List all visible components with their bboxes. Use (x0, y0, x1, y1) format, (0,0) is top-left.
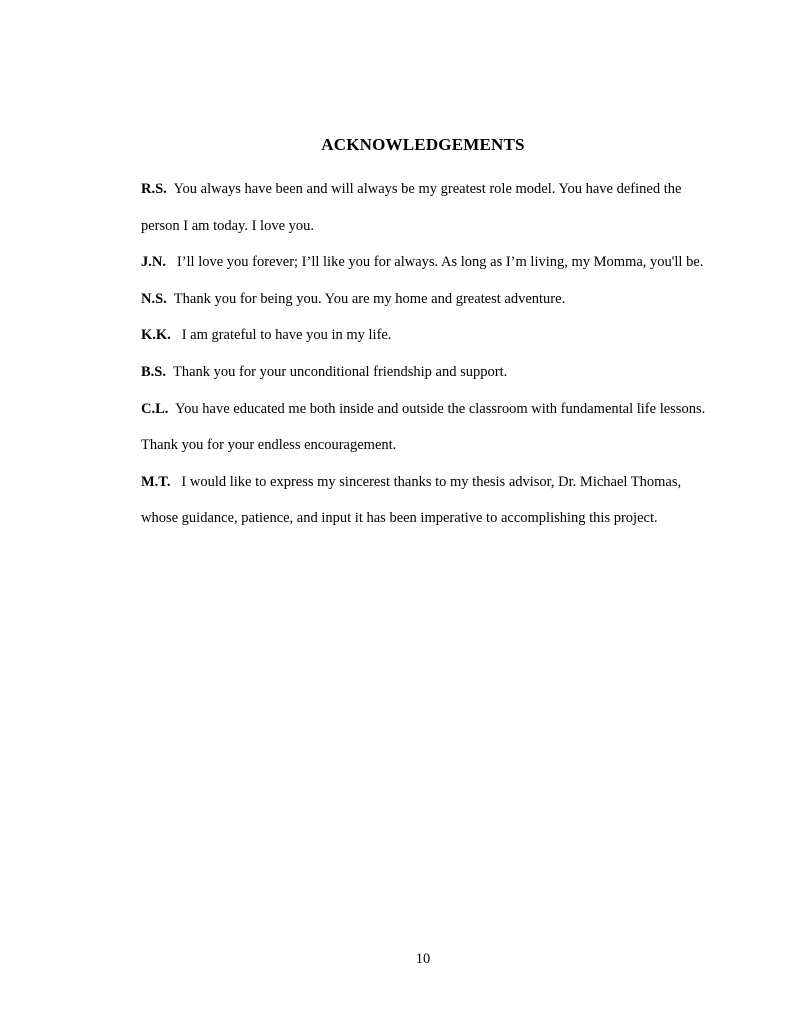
entry-initials: C.L. (141, 400, 169, 417)
entry-text: I am grateful to have you in my life. (181, 327, 392, 344)
acknowledgement-entry (141, 171, 721, 244)
page-title: ACKNOWLEDGEMENTS (321, 135, 525, 154)
page-number: 10 (415, 951, 431, 967)
entry-gap (166, 254, 177, 270)
entry-text: Thank you for your unconditional friendship and support. (173, 363, 508, 380)
entry-initials: B.S. (141, 363, 166, 380)
entry-gap (171, 327, 182, 343)
acknowledgement-entry (141, 317, 721, 354)
entry-text: I’ll love you forever; I’ll like you for always. As long as I’m living, my Momma, you'll be. (176, 254, 704, 271)
entry-gap (166, 364, 173, 380)
entry-text: Thank you for being you. You are my home and greatest adventure. (173, 290, 566, 307)
acknowledgement-entry (141, 464, 721, 537)
entry-initials: M.T. (141, 473, 171, 490)
acknowledgement-entry (141, 354, 721, 391)
entry-text: I would like to express my sincerest thanks to my thesis advisor, Dr. Michael Thomas, whose guidance, patience, and input it has been imperative to accomplishing this project. (141, 473, 682, 527)
entry-text: You have educated me both inside and outside the classroom with fundamental life lessons. Thank you for your endless encouragement. (141, 400, 706, 454)
entry-initials: K.K. (141, 327, 171, 344)
acknowledgement-entry (141, 244, 721, 281)
acknowledgement-entry (141, 391, 721, 464)
entry-text: You always have been and will always be my greatest role model. You have defined the person I am today. I love you. (141, 181, 682, 234)
acknowledgements-body (141, 171, 721, 537)
entry-gap (171, 474, 182, 490)
entry-gap (167, 181, 174, 197)
entry-initials: R.S. (141, 181, 167, 197)
entry-initials: N.S. (141, 290, 167, 307)
entry-gap (167, 291, 174, 307)
acknowledgement-entry (141, 281, 721, 318)
entry-initials: J.N. (141, 254, 166, 271)
